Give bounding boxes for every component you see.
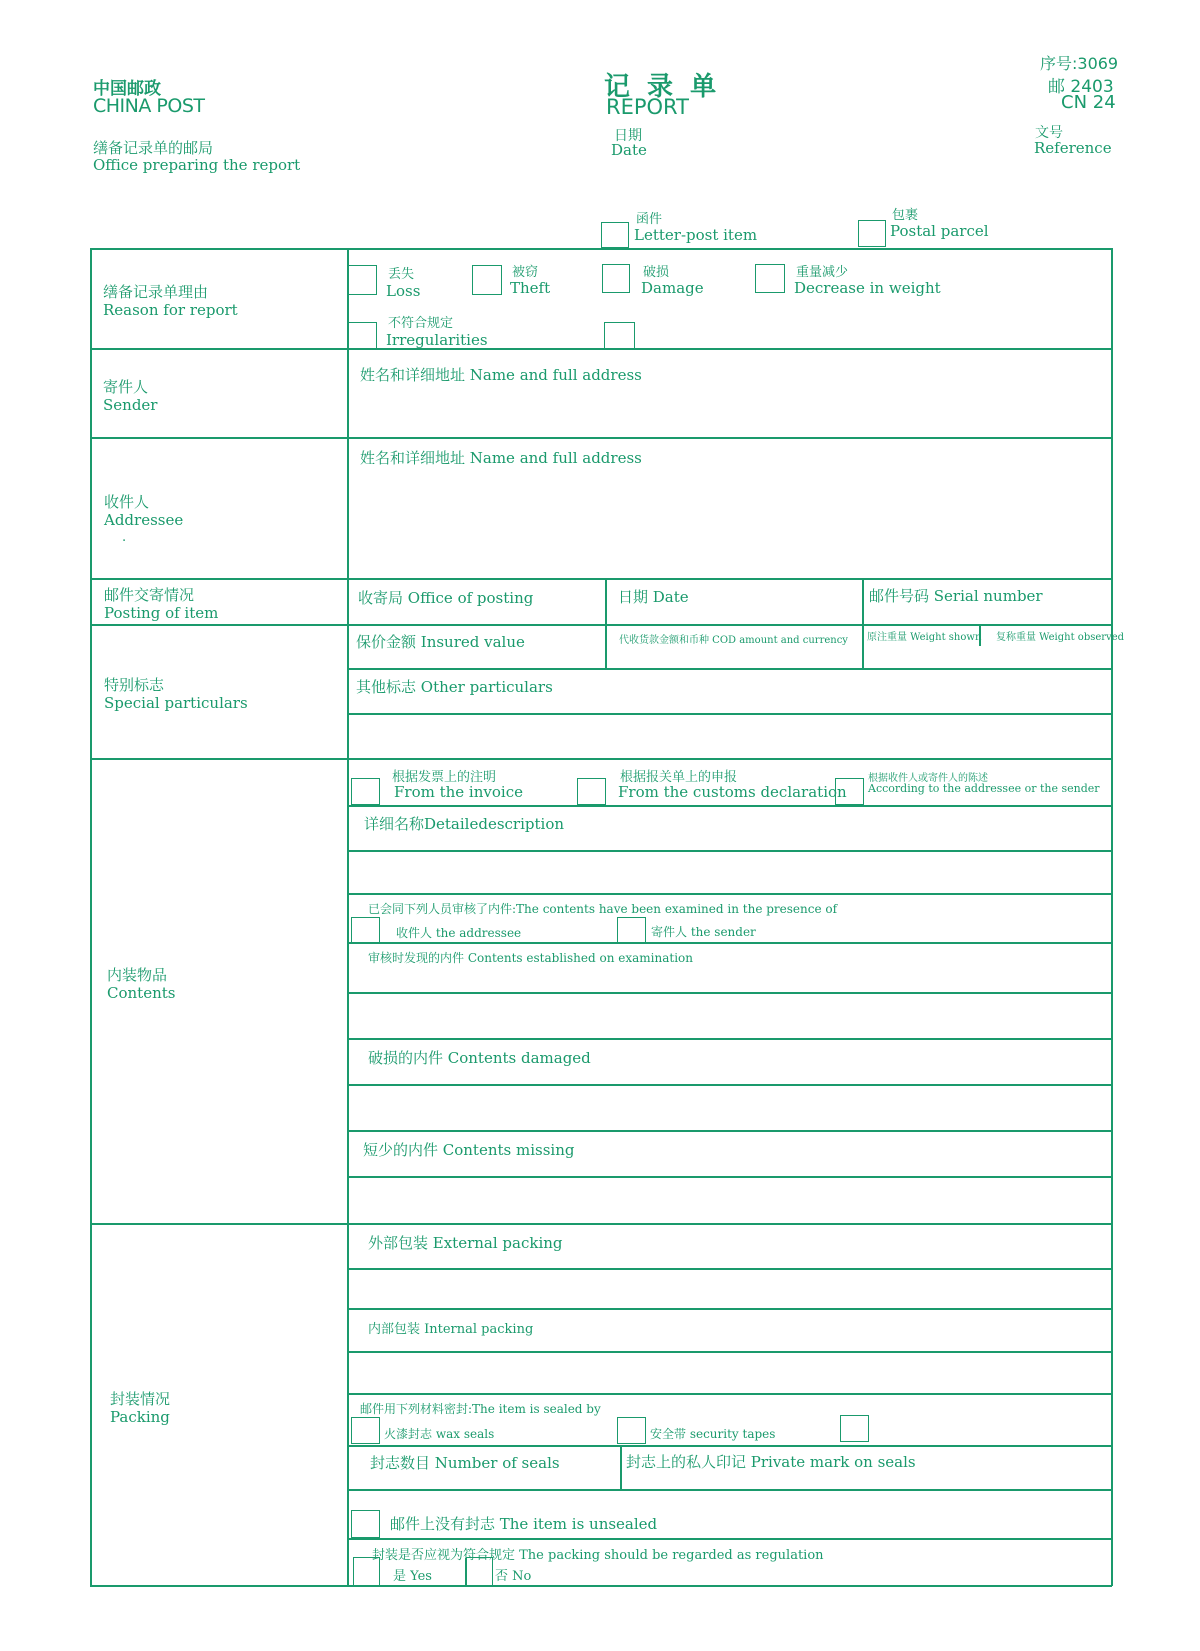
cod-amount-field[interactable]: 代收货款金额和币种 COD amount and currency: [619, 635, 848, 646]
sender-address-field[interactable]: 姓名和详细地址 Name and full address: [360, 366, 642, 384]
theft-label-cn: 被窃: [512, 265, 539, 280]
from-customs-checkbox[interactable]: [577, 778, 606, 805]
regulation-yes-label: 是 Yes: [393, 1569, 432, 1584]
irregularities-checkbox[interactable]: [348, 322, 377, 349]
decrease-label-cn: 重量减少: [796, 265, 849, 280]
regulation-no-label: 否 No: [495, 1569, 532, 1584]
reason-label-cn: 缮备记录单理由: [103, 283, 209, 301]
examined-addressee-label: 收件人 the addressee: [396, 926, 522, 940]
form-code: 邮 2403: [1048, 77, 1114, 97]
addressee-label-cn: 收件人: [104, 493, 150, 511]
private-mark-field[interactable]: 封志上的私人印记 Private mark on seals: [626, 1453, 916, 1471]
letter-post-label-en: Letter-post item: [634, 226, 758, 244]
contents-damaged-field[interactable]: 破损的内件 Contents damaged: [368, 1049, 591, 1067]
other-reason-checkbox[interactable]: [604, 322, 635, 349]
office-label-cn: 缮备记录单的邮局: [93, 139, 214, 157]
cn-code: CN 24: [1061, 92, 1116, 113]
regulation-no-checkbox[interactable]: [466, 1557, 493, 1586]
examined-addressee-checkbox[interactable]: [351, 917, 380, 943]
postal-parcel-label-en: Postal parcel: [890, 222, 989, 240]
from-invoice-label-en: From the invoice: [394, 783, 523, 801]
contents-missing-field[interactable]: 短少的内件 Contents missing: [363, 1141, 575, 1159]
reason-label-en: Reason for report: [103, 301, 238, 319]
postal-parcel-label-cn: 包裹: [892, 208, 919, 223]
date-label-cn: 日期: [614, 128, 642, 144]
sender-label-en: Sender: [103, 396, 158, 414]
addressee-address-field[interactable]: 姓名和详细地址 Name and full address: [360, 449, 642, 467]
loss-label-cn: 丢失: [388, 267, 415, 282]
from-invoice-checkbox[interactable]: [351, 778, 380, 805]
addressee-dot: .: [122, 530, 127, 545]
page-title-en: REPORT: [606, 95, 689, 119]
addressee-label-en: Addressee: [104, 511, 184, 529]
decrease-weight-checkbox[interactable]: [755, 264, 785, 293]
regulation-yes-checkbox[interactable]: [353, 1557, 380, 1586]
office-label-en: Office preparing the report: [93, 156, 301, 174]
examined-sender-label: 寄件人 the sender: [651, 925, 756, 939]
loss-label-en: Loss: [386, 282, 421, 300]
decrease-label-en: Decrease in weight: [794, 279, 941, 297]
theft-label-en: Theft: [510, 279, 551, 297]
security-tapes-checkbox[interactable]: [617, 1417, 646, 1444]
posting-label-cn: 邮件交寄情况: [104, 586, 195, 604]
posting-label-en: Posting of item: [104, 604, 219, 622]
reference-label-cn: 文号: [1035, 125, 1063, 141]
contents-established-field[interactable]: 审核时发现的内件 Contents established on examination: [368, 951, 693, 965]
other-seal-checkbox[interactable]: [840, 1415, 869, 1442]
sender-label-cn: 寄件人: [103, 378, 149, 396]
according-label-cn: 根据收件人或寄件人的陈述: [868, 773, 988, 784]
contents-label-en: Contents: [107, 984, 176, 1002]
office-of-posting-field[interactable]: 收寄局 Office of posting: [358, 589, 534, 607]
other-particulars-field[interactable]: 其他标志 Other particulars: [356, 678, 553, 696]
unsealed-label: 邮件上没有封志 The item is unsealed: [390, 1515, 658, 1533]
special-label-en: Special particulars: [104, 694, 248, 712]
from-customs-label-cn: 根据报关单上的申报: [620, 770, 738, 785]
org-name-cn: 中国邮政: [93, 79, 161, 99]
irregularities-label-cn: 不符合规定: [388, 316, 454, 331]
serial-number-field[interactable]: 邮件号码 Serial number: [869, 587, 1043, 605]
posting-date-field[interactable]: 日期 Date: [618, 588, 689, 606]
serial-number: 序号:3069: [1040, 54, 1119, 73]
wax-seals-label: 火漆封志 wax seals: [384, 1427, 495, 1441]
org-name-en: CHINA POST: [93, 95, 205, 117]
weight-shown-field[interactable]: 原注重量 Weight shown: [867, 632, 982, 643]
theft-checkbox[interactable]: [472, 265, 502, 295]
unsealed-checkbox[interactable]: [351, 1510, 380, 1538]
page-title-cn: 记 录 单: [604, 72, 721, 102]
loss-checkbox[interactable]: [348, 265, 377, 295]
packing-label-cn: 封装情况: [110, 1390, 171, 1408]
external-packing-field[interactable]: 外部包装 External packing: [368, 1234, 563, 1252]
wax-seals-checkbox[interactable]: [351, 1417, 380, 1444]
security-tapes-label: 安全带 security tapes: [650, 1427, 776, 1441]
from-customs-label-en: From the customs declaration: [618, 783, 847, 801]
internal-packing-field[interactable]: 内部包装 Internal packing: [368, 1322, 534, 1337]
damage-label-en: Damage: [641, 279, 704, 297]
reference-label-en: Reference: [1034, 139, 1112, 157]
packing-label-en: Packing: [110, 1408, 170, 1426]
contents-label-cn: 内装物品: [107, 966, 168, 984]
according-label-en: According to the addressee or the sender: [868, 782, 1100, 795]
sealed-by-label: 邮件用下列材料密封:The item is sealed by: [360, 1402, 601, 1416]
damage-label-cn: 破损: [643, 265, 670, 280]
according-checkbox[interactable]: [835, 778, 864, 805]
letter-post-label-cn: 函件: [636, 212, 663, 227]
regulation-label: 封装是否应视为符合规定 The packing should be regarded as regulation: [372, 1548, 824, 1563]
weight-observed-field[interactable]: 复称重量 Weight observed: [996, 632, 1125, 643]
examined-sender-checkbox[interactable]: [617, 917, 646, 943]
examined-presence-label: 已会同下列人员审核了内件:The contents have been examined in the presence of: [368, 902, 838, 916]
irregularities-label-en: Irregularities: [386, 331, 488, 349]
number-of-seals-field[interactable]: 封志数目 Number of seals: [370, 1454, 560, 1472]
detailed-description-field[interactable]: 详细名称Detailedescription: [364, 815, 565, 833]
special-label-cn: 特别标志: [104, 676, 165, 694]
date-label-en: Date: [611, 141, 647, 159]
letter-post-checkbox[interactable]: [601, 222, 629, 248]
postal-parcel-checkbox[interactable]: [858, 220, 886, 247]
damage-checkbox[interactable]: [602, 264, 630, 293]
from-invoice-label-cn: 根据发票上的注明: [392, 770, 497, 785]
insured-value-field[interactable]: 保价金额 Insured value: [356, 633, 525, 651]
